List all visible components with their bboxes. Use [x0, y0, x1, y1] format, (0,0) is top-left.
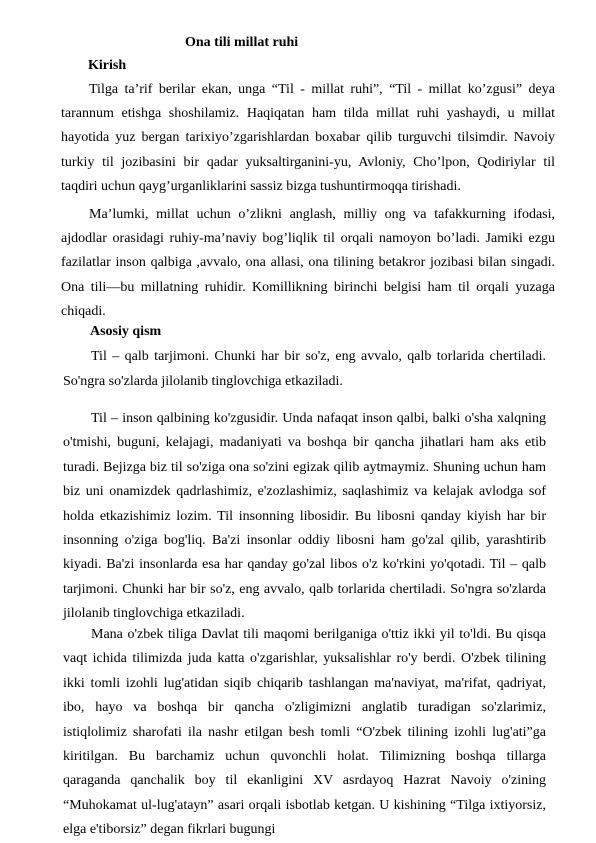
paragraph-main-1: Til – qalb tarjimoni. Chunki har bir so'z, eng avvalo, qalb torlarida chertiladi. So'ngra so'zlarda jilolanib tinglovchiga etkaziladi.	[63, 349, 546, 389]
intro-heading: Kirish	[88, 58, 127, 73]
main-heading: Asosiy qism	[90, 324, 162, 339]
paragraph-main-2: Til – inson qalbining ko'zgusidir. Unda nafaqat inson qalbi, balki o'sha xalqning o'tmishi, buguni, kelajagi, madaniyati va boshqa bir qancha jihatlari ham aks etib turadi. Bejizga biz til so'ziga ona so'zini egizak qilib aytmaymiz. Shuning uchun ham biz uni onamizdek qadrlashimiz, e'zozlashimiz, saqlashimiz va kelajak avlodga sof holda etkazishimiz lozim. Til insonning libosidir. Bu libosni qanday kiyish har bir insonning o'ziga bog'liq. Ba'zi insonlar oddiy libosni ham go'zal qilib, yarashtirib kiyadi. Ba'zi insonlarda esa har qanday go'zal libos o'z ko'rkini yo'qotadi. Til – qalb tarjimoni. Chunki har bir so'z, eng avvalo, qalb torlarida chertiladi. So'ngra so'zlarda jilolanib tinglovchiga etkaziladi.	[63, 411, 546, 622]
paragraph-intro-1: Tilga ta’rif berilar ekan, unga “Til - millat ruhi”, “Til - millat ko’zgusi” deya tarannum etishga shoshilamiz. Haqiqatan ham tilda millat ruhi yashaydi, u millat hayotida yuz bergan tarixiyo’zgarishlardan boxabar qilib turguvchi tilsimdir. Navoiy turkiy til jozibasini bir qadar yuksaltirganini-yu, Avloniy, Cho’lpon, Qodiriylar til taqdiri uchun qayg’urganliklarini sassiz bizga tushuntirmoqqa tirishadi.	[61, 82, 555, 194]
paragraph-main-3: Mana o'zbek tiliga Davlat tili maqomi berilganiga o'ttiz ikki yil to'ldi. Bu qisqa vaqt ichida tilimizda juda katta o'zgarishlar, yuksalishlar ro'y berdi. O'zbek tilining ikki tomli izohli lug'atidan siqib chiqarib tashlangan ma'naviyat, ma'rifat, qadriyat, ibo, hayo va boshqa bir qancha o'zligimizni anglatib turadigan so'zlarimiz, istiqlolimiz sharofati ila nashr etilgan besh tomli “O'zbek tilining izohli lug'ati”ga kiritilgan. Bu barchamiz uchun quvonchli holat. Tilimizning boshqa tillarga qaraganda qanchalik boy til ekanligini XV asrdayoq Hazrat Navoiy o'zining “Muhokamat ul-lug'atayn” asari orqali isbotlab ketgan. U kishining “Tilga ixtiyorsiz, elga e'tiborsiz” degan fikrlari bugungi	[63, 627, 546, 838]
document-title: Ona tili millat ruhi	[185, 35, 299, 50]
paragraph-intro-2: Ma’lumki, millat uchun o’zlikni anglash, milliy ong va tafakkurning ifodasi, ajdodlar orasidagi ruhiy-ma’naviy bog’liqlik til orqali namoyon bo’ladi. Jamiki ezgu fazilatlar inson qalbiga ,avvalo, ona allasi, ona tilining betakror jozibasi bilan singadi. Ona tili—bu millatning ruhidir. Komillikning birinchi belgisi ham til orqali yuzaga chiqadi.	[61, 207, 555, 319]
